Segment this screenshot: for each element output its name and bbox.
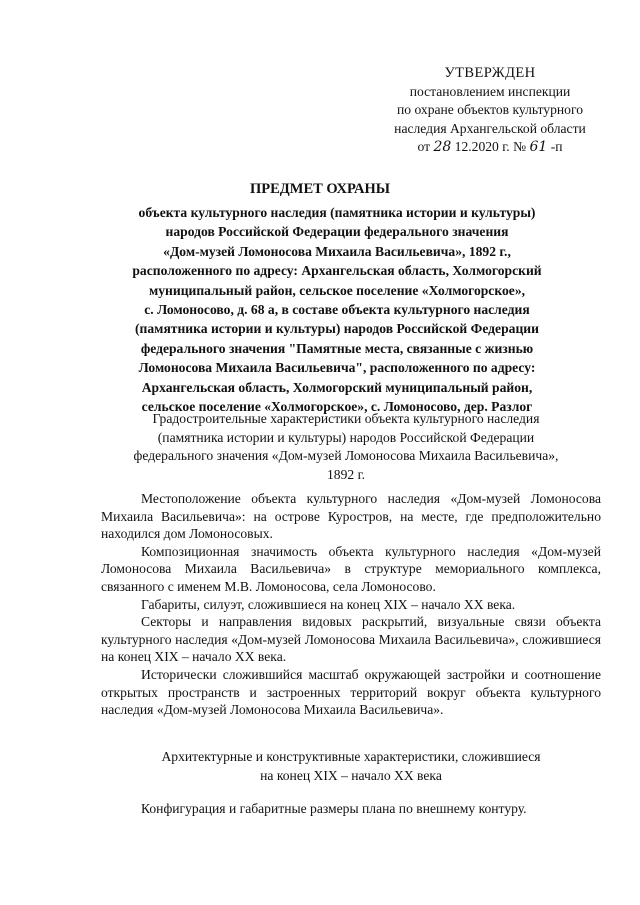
- urban-characteristics-body: [101, 490, 601, 719]
- number-suffix: -п: [550, 138, 563, 154]
- approval-line: наследия Архангельской области: [394, 120, 586, 136]
- approval-line: по охране объектов культурного: [396, 102, 584, 118]
- approval-heading: УТВЕРЖДЕН: [444, 65, 536, 81]
- section-heading-line: на конец XIX – начало XX века: [260, 767, 442, 783]
- subject-block: [90, 203, 584, 416]
- document-title: ПРЕДМЕТ ОХРАНЫ: [249, 181, 391, 197]
- paragraph-composition: Композиционная значимость объекта культурного наследия «Дом-музей Ломоносова Михаила Васильевича» в структуре мемориального комплекса, связанного с именем М.В. Ломоносова, села Ломоносово.: [101, 543, 601, 594]
- subject-line: федерального значения "Памятные места, связанные с жизнью: [140, 340, 534, 356]
- subject-line: народов Российской Федерации федерального значения: [165, 224, 509, 240]
- approval-line: постановлением инспекции: [409, 84, 571, 100]
- section-heading-line: Архитектурные и конструктивные характеристики, сложившиеся: [161, 749, 541, 764]
- paragraph-configuration: Конфигурация и габаритные размеры плана по внешнему контуру.: [141, 801, 527, 816]
- approval-block: [372, 64, 608, 156]
- section-heading-urban: [96, 410, 596, 484]
- subject-line: муниципальный район, сельское поселение «Холмогорское»,: [148, 282, 526, 298]
- approval-date-line: [372, 138, 608, 156]
- subject-line: с. Ломоносово, д. 68 а, в составе объекта культурного наследия: [144, 302, 530, 318]
- section-heading-line: федерального значения «Дом-музей Ломоносова Михаила Васильевича»,: [133, 448, 559, 463]
- paragraph-dimensions: Габариты, силуэт, сложившиеся на конец XIX – начало XX века.: [141, 596, 516, 612]
- subject-line: Ломоносова Михаила Васильевича", расположенного по адресу:: [138, 360, 536, 376]
- subject-line: Архангельская область, Холмогорский муниципальный район,: [141, 379, 533, 395]
- subject-line: объекта культурного наследия (памятника истории и культуры): [138, 205, 536, 220]
- subject-line: «Дом-музей Ломоносова Михаила Васильевича», 1892 г.,: [163, 243, 511, 259]
- subject-line: (памятника истории и культуры) народов Российской Федерации: [135, 321, 539, 337]
- date-rest: 12.2020 г. №: [454, 138, 527, 154]
- section-heading-line: Градостроительные характеристики объекта культурного наследия: [152, 411, 540, 426]
- section-heading-architecture: [96, 748, 606, 785]
- paragraph-location: Местоположение объекта культурного наследия «Дом-музей Ломоносова Михаила Васильевича»: на острове Куростров, на месте, где предположительно находился дом Ломоносовых.: [101, 491, 601, 542]
- handwritten-day: 28: [433, 138, 452, 155]
- subject-line: расположенного по адресу: Архангельская область, Холмогорский: [132, 263, 542, 279]
- subject-line: сельское поселение «Холмогорское», с. Ломоносово, дер. Разлог: [141, 399, 533, 415]
- paragraph-scale: Исторически сложившийся масштаб окружающей застройки и соотношение открытых пространств и застроенных территорий вокруг объекта культурного наследия «Дом-музей Ломоносова Михаила Васильевича».: [101, 666, 601, 718]
- handwritten-number: 61: [529, 138, 548, 155]
- date-prefix: от: [417, 138, 431, 154]
- section-heading-line: (памятника истории и культуры) народов Российской Федерации: [157, 429, 535, 445]
- paragraph-view-sectors: Секторы и направления видовых раскрытий, визуальные связи объекта культурного наследия «Дом-музей Ломоносова Михаила Васильевича», сложившиеся на конец XIX – начало XX века.: [101, 614, 601, 665]
- section-heading-line: 1892 г.: [326, 466, 366, 482]
